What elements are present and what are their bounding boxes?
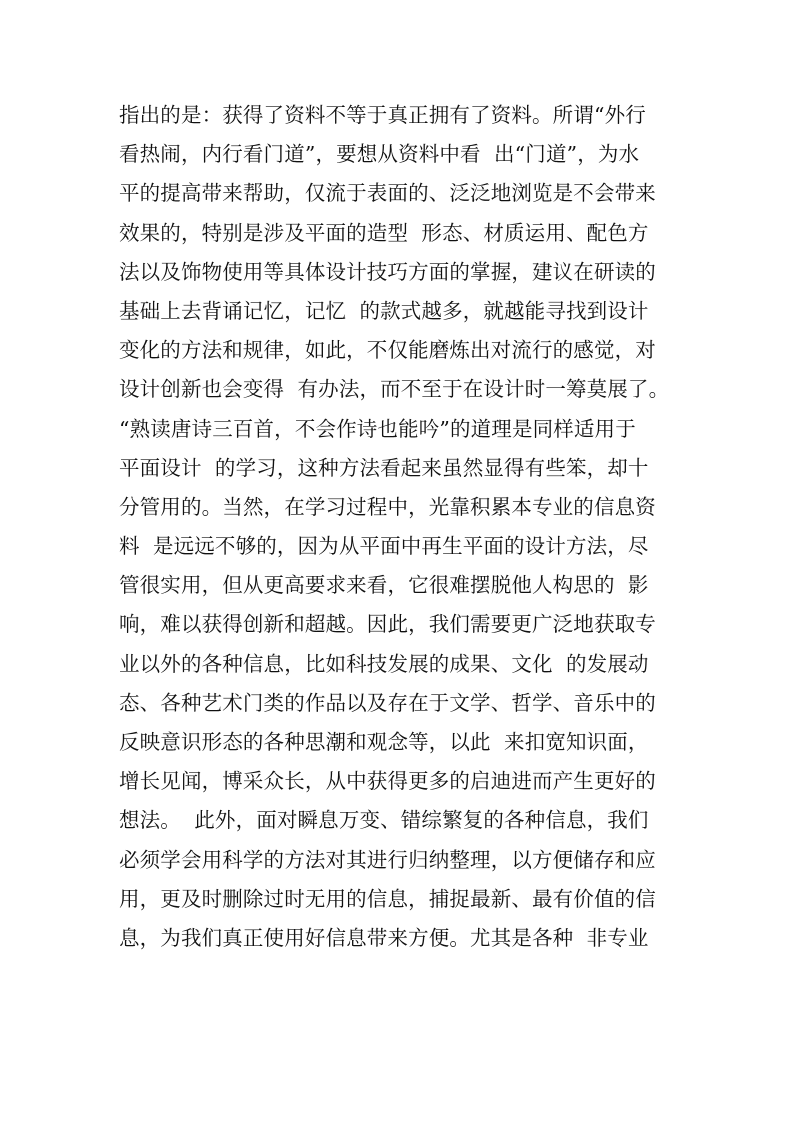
text-line-2: 看热闹，内行看门道”，要想从资料中看 出“门道”，为水	[119, 142, 640, 167]
text-line-6: 基础上去背诵记忆，记忆 的款式越多，就越能寻找到设计	[119, 298, 649, 323]
text-line-1: 指出的是：获得了资料不等于真正拥有了资料。所谓“外行	[119, 103, 646, 127]
text-line-20: 必须学会用科学的方法对其进行归纳整理，以方便储存和应	[119, 847, 656, 872]
text-line-12: 料 是远远不够的，因为从平面中再生平面的设计方法，尽	[119, 534, 649, 559]
text-line-8: 设计创新也会变得 有办法，而不至于在设计时一筹莫展了。	[119, 377, 670, 402]
text-line-13: 管很实用，但从更高要求来看，它很难摆脱他人构思的 影	[119, 573, 649, 598]
text-line-21: 用，更及时删除过时无用的信息，捕捉最新、最有价值的信	[119, 886, 656, 911]
text-line-10: 平面设计 的学习，这种方法看起来虽然显得有些笨，却十	[119, 455, 649, 480]
text-line-5: 法以及饰物使用等具体设计技巧方面的掌握，建议在研读的	[119, 259, 656, 284]
text-line-9: “熟读唐诗三百首，不会作诗也能吟”的道理是同样适用于	[119, 416, 636, 441]
text-line-18: 增长见闻，博采众长，从中获得更多的启迪进而产生更好的	[119, 769, 656, 794]
text-line-22: 息，为我们真正使用好信息带来方便。尤其是各种 非专业	[119, 925, 649, 950]
text-line-17: 反映意识形态的各种思潮和观念等，以此 来扣宽知识面，	[119, 730, 649, 754]
text-line-3: 平的提高带来帮助，仅流于表面的、泛泛地浏览是不会带来	[119, 181, 656, 206]
text-line-16: 态、各种艺术门类的作品以及存在于文学、哲学、音乐中的	[119, 690, 656, 715]
text-line-15: 业以外的各种信息，比如科技发展的成果、文化 的发展动	[119, 651, 649, 676]
text-line-4: 效果的，特别是涉及平面的造型 形态、材质运用、配色方	[119, 220, 649, 245]
body-paragraph	[119, 96, 679, 958]
text-line-19: 想法。 此外，面对瞬息万变、错综繁复的各种信息，我们	[119, 808, 649, 833]
text-line-11: 分管用的。当然，在学习过程中，光靠积累本专业的信息资	[119, 494, 656, 519]
text-line-7: 变化的方法和规律，如此，不仅能磨炼出对流行的感觉，对	[119, 338, 656, 363]
text-line-14: 响，难以获得创新和超越。因此，我们需要更广泛地获取专	[119, 612, 656, 637]
